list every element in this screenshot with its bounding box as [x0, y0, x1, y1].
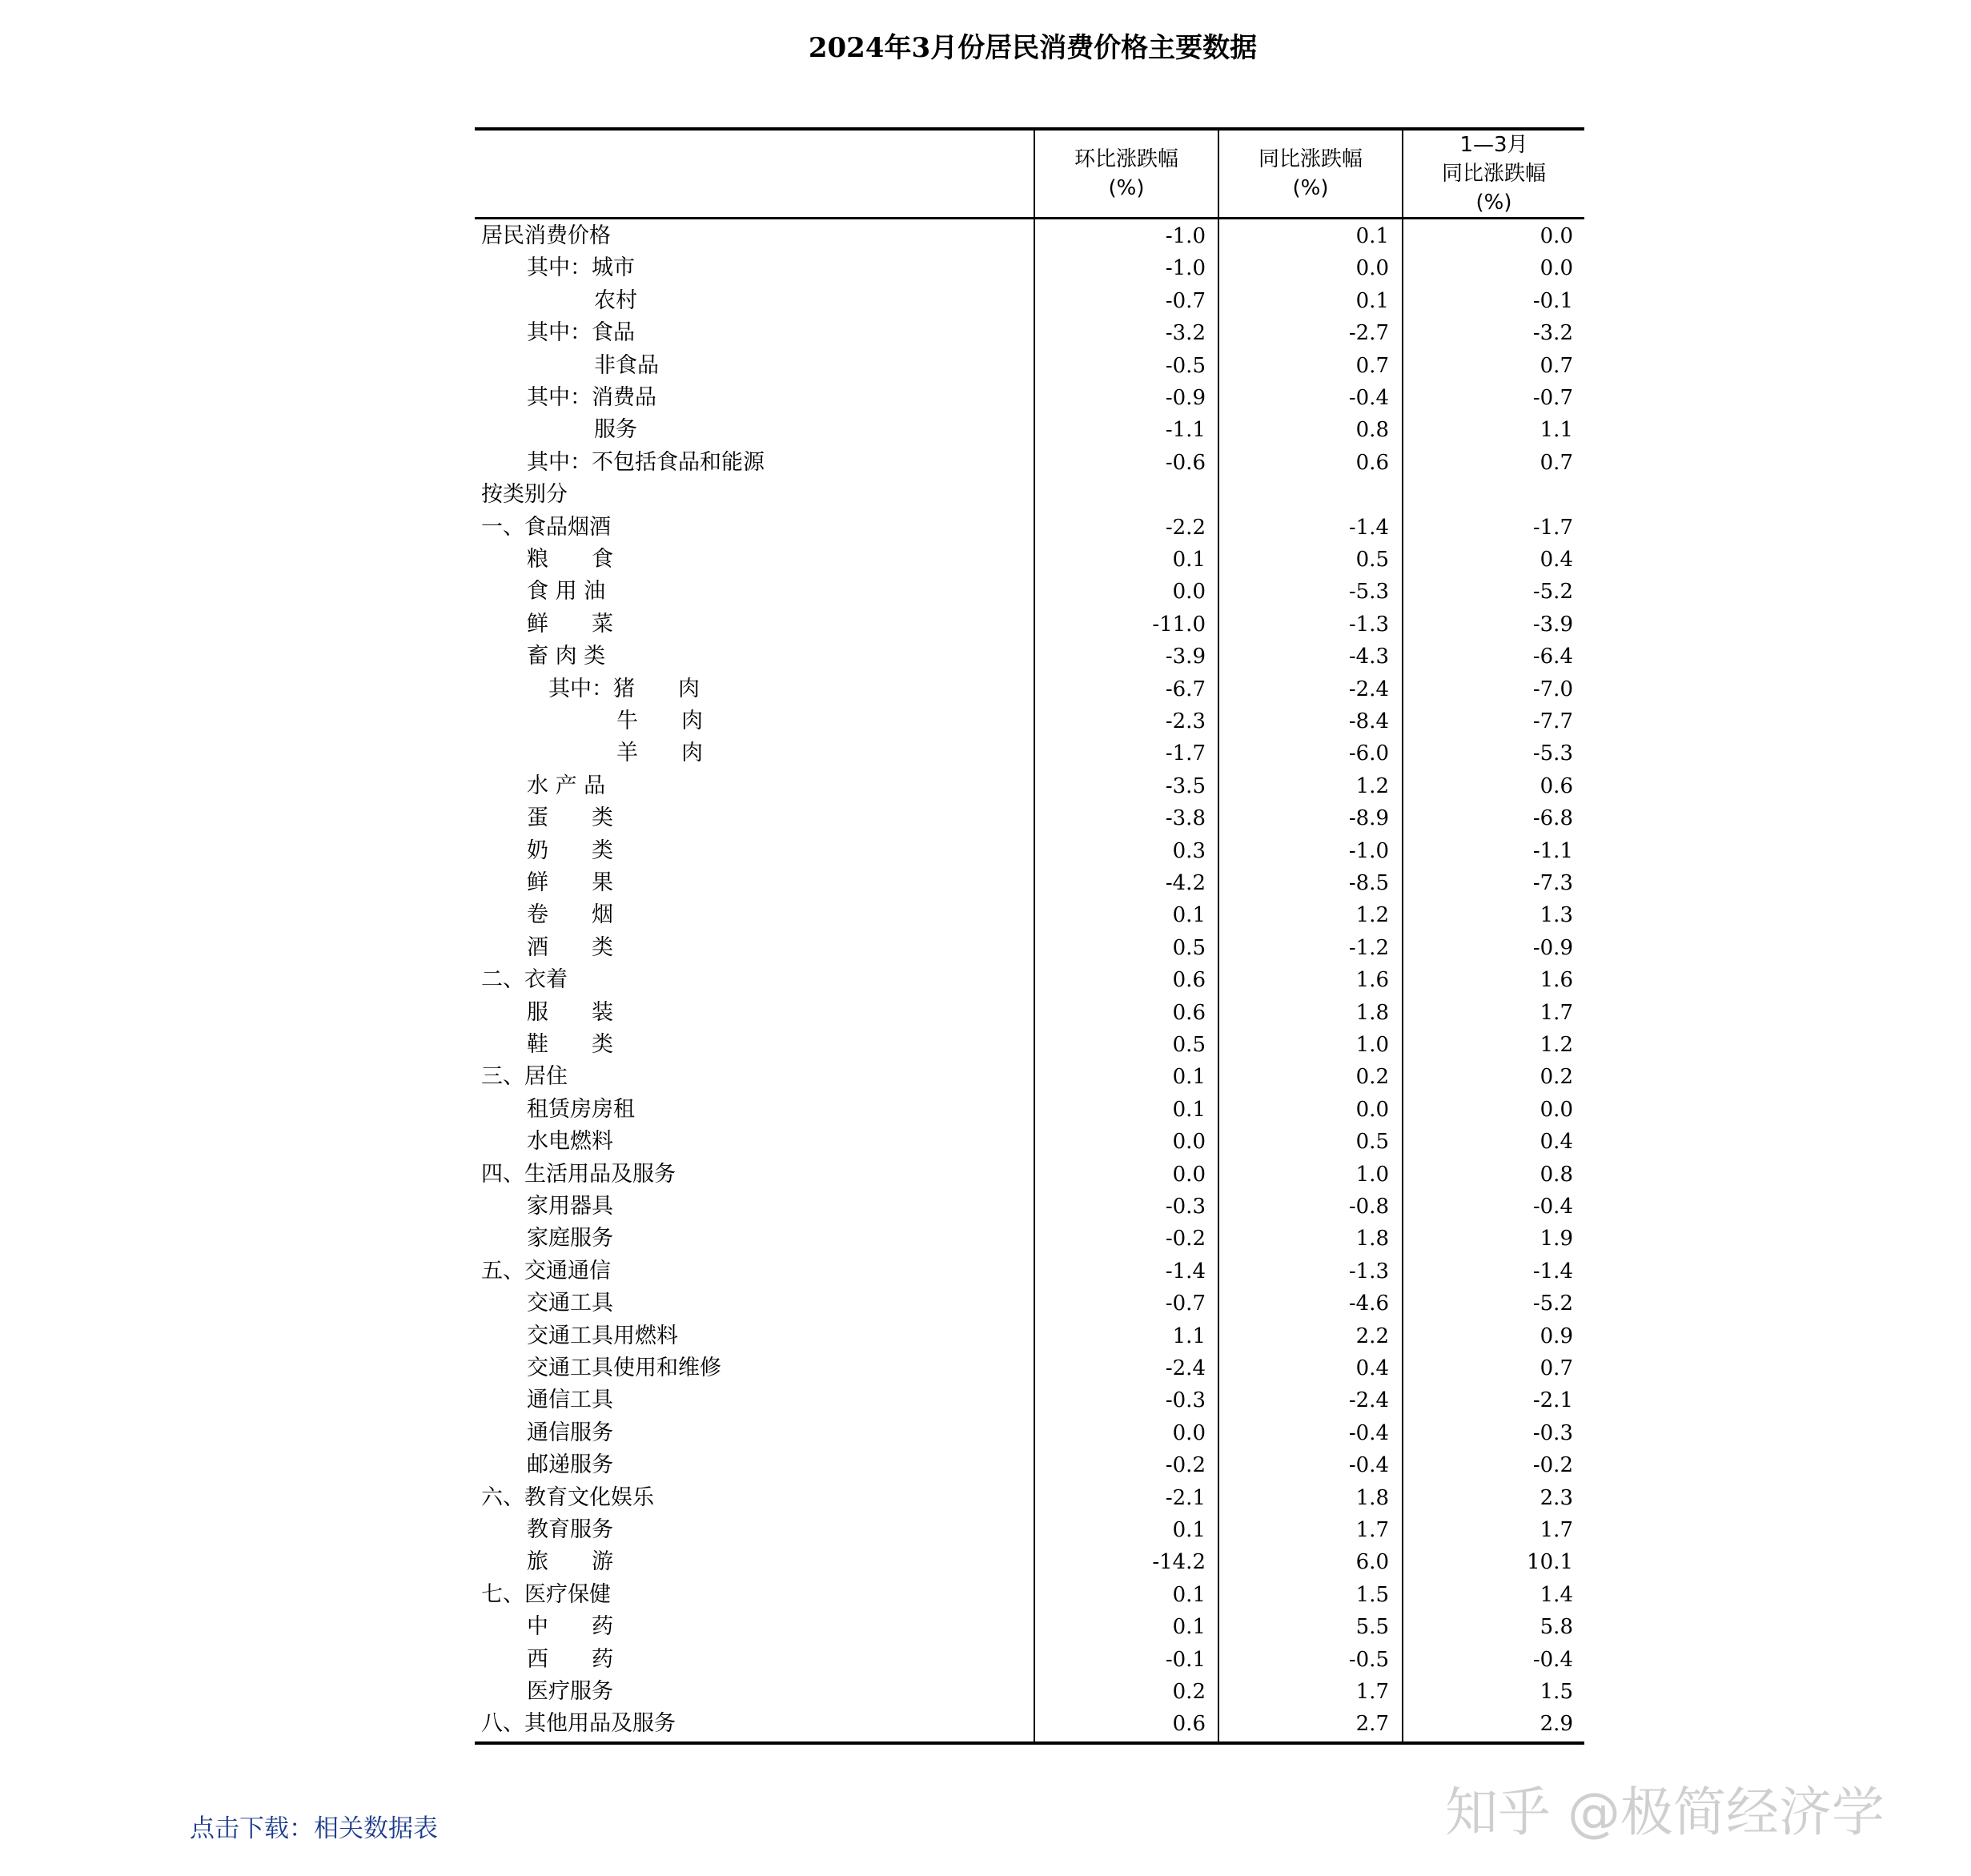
table-row: [475, 1482, 1584, 1514]
mom-value: 0.6: [1172, 1712, 1206, 1737]
mom-value: -0.9: [1165, 386, 1206, 410]
yoy-value: -8.4: [1348, 709, 1389, 733]
yoy-value: 0.2: [1355, 1065, 1389, 1090]
table-row: [475, 1708, 1584, 1740]
yoy-value: 1.6: [1355, 968, 1389, 993]
yoy-value: -1.3: [1348, 1259, 1389, 1283]
ytd-yoy-value: -7.3: [1532, 871, 1573, 895]
ytd-yoy-value: -7.0: [1532, 677, 1573, 701]
yoy-value: 1.2: [1355, 903, 1389, 928]
table-row: [475, 1223, 1584, 1255]
table-row: [475, 1352, 1584, 1384]
row-label: 其中：不包括食品和能源: [527, 449, 765, 475]
table-row: [475, 1287, 1584, 1320]
mom-value: -0.3: [1165, 1195, 1206, 1219]
mom-value: -1.4: [1165, 1259, 1206, 1283]
ytd-yoy-value: 0.2: [1539, 1065, 1573, 1090]
row-label: 水电燃料: [527, 1129, 613, 1155]
table-row: [475, 220, 1584, 252]
row-label: 四、生活用品及服务: [481, 1161, 676, 1187]
mom-value: 0.6: [1172, 1000, 1206, 1025]
table-row: [475, 1126, 1584, 1158]
row-label: 非食品: [594, 352, 659, 378]
row-label: 食 用 油: [527, 579, 606, 605]
row-label: 服 装: [527, 999, 613, 1025]
yoy-value: -2.7: [1348, 321, 1389, 346]
ytd-yoy-value: 0.0: [1539, 224, 1573, 248]
ytd-yoy-value: -0.7: [1532, 386, 1573, 410]
mom-value: -3.8: [1165, 806, 1206, 831]
mom-value: -0.2: [1165, 1453, 1206, 1478]
table-row: [475, 1061, 1584, 1093]
mom-value: -0.7: [1165, 288, 1206, 313]
table-row: [475, 1579, 1584, 1611]
table-row: [475, 802, 1584, 834]
ytd-yoy-value: -2.1: [1532, 1388, 1573, 1413]
mom-value: 0.5: [1172, 935, 1206, 960]
row-label: 七、医疗保健: [481, 1581, 611, 1607]
yoy-value: 0.5: [1355, 1130, 1389, 1155]
ytd-yoy-value: -0.4: [1532, 1647, 1573, 1672]
yoy-value: 2.2: [1355, 1324, 1389, 1348]
header-text: 同比涨跌幅: [1258, 147, 1363, 171]
table-row: [475, 317, 1584, 349]
ytd-yoy-value: -5.2: [1532, 1292, 1573, 1316]
table-row: [475, 1191, 1584, 1223]
page-title: 2024年3月份居民消费价格主要数据: [808, 32, 1258, 64]
header-yoy: [1219, 131, 1402, 217]
yoy-value: -6.0: [1348, 741, 1389, 766]
table-row: [475, 997, 1584, 1029]
mom-value: -1.7: [1165, 741, 1206, 766]
row-label: 医疗服务: [527, 1679, 613, 1704]
mom-value: 0.6: [1172, 968, 1206, 993]
table-row: [475, 705, 1584, 737]
ytd-yoy-value: 0.8: [1539, 1162, 1573, 1187]
mom-value: -3.5: [1165, 773, 1206, 798]
ytd-yoy-value: -6.4: [1532, 645, 1573, 669]
mom-value: -0.7: [1165, 1292, 1206, 1316]
ytd-yoy-value: 5.8: [1539, 1615, 1573, 1640]
table-row: [475, 964, 1584, 996]
row-label: 鲜 果: [527, 870, 613, 895]
mom-value: 0.1: [1172, 1065, 1206, 1090]
yoy-value: -1.3: [1348, 612, 1389, 637]
yoy-value: -1.0: [1348, 838, 1389, 863]
row-label: 其中：消费品: [527, 385, 656, 410]
mom-value: -2.2: [1165, 515, 1206, 540]
yoy-value: 0.8: [1355, 418, 1389, 443]
mom-value: -4.2: [1165, 871, 1206, 895]
ytd-yoy-value: 0.4: [1539, 1130, 1573, 1155]
ytd-yoy-value: -5.3: [1532, 741, 1573, 766]
row-label: 交通工具用燃料: [527, 1323, 678, 1348]
row-label: 家庭服务: [527, 1226, 613, 1251]
table-row: [475, 382, 1584, 414]
table-row: [475, 1094, 1584, 1126]
header-text: 环比涨跌幅: [1074, 147, 1178, 171]
yoy-value: -1.4: [1348, 515, 1389, 540]
table-row: [475, 1546, 1584, 1578]
ytd-yoy-value: 1.1: [1539, 418, 1573, 443]
row-label: 其中：猪 肉: [548, 676, 700, 701]
header-unit: (%): [1108, 176, 1145, 200]
row-label: 中 药: [527, 1614, 613, 1640]
yoy-value: 0.0: [1355, 256, 1389, 281]
row-label: 粮 食: [527, 547, 613, 572]
yoy-value: 0.1: [1355, 288, 1389, 313]
row-label: 其中：城市: [527, 255, 635, 281]
table-row: [475, 479, 1584, 511]
watermark: 知乎 @极简经济学: [1445, 1782, 1885, 1843]
table-row: [475, 835, 1584, 867]
ytd-yoy-value: 2.3: [1539, 1485, 1573, 1510]
ytd-yoy-value: 0.0: [1539, 256, 1573, 281]
mom-value: -0.5: [1165, 353, 1206, 378]
mom-value: 0.0: [1172, 1162, 1206, 1187]
table-row: [475, 1676, 1584, 1708]
table-row: [475, 609, 1584, 641]
ytd-yoy-value: -7.7: [1532, 709, 1573, 733]
mom-value: -2.1: [1165, 1485, 1206, 1510]
yoy-value: -2.4: [1348, 1388, 1389, 1413]
header-period: 1—3月: [1459, 133, 1528, 157]
ytd-yoy-value: 10.1: [1527, 1550, 1573, 1575]
mom-value: 0.0: [1172, 580, 1206, 605]
ytd-yoy-value: 0.6: [1539, 773, 1573, 798]
header-unit: (%): [1292, 176, 1329, 200]
table-row: [475, 1417, 1584, 1449]
mom-value: 0.1: [1172, 1582, 1206, 1607]
mom-value: -3.9: [1165, 645, 1206, 669]
row-label: 鲜 菜: [527, 611, 613, 637]
table-row: [475, 414, 1584, 446]
ytd-yoy-value: -0.1: [1532, 288, 1573, 313]
ytd-yoy-value: 0.4: [1539, 548, 1573, 572]
row-label: 酒 类: [527, 934, 613, 960]
yoy-value: 0.4: [1355, 1356, 1389, 1380]
table-row: [475, 1384, 1584, 1416]
mom-value: -1.0: [1165, 224, 1206, 248]
mom-value: -11.0: [1152, 612, 1206, 637]
table-row: [475, 252, 1584, 284]
yoy-value: 1.7: [1355, 1680, 1389, 1704]
row-label: 西 药: [527, 1646, 613, 1672]
row-label: 通信工具: [527, 1388, 613, 1413]
row-label: 三、居住: [481, 1064, 568, 1090]
mom-value: 0.5: [1172, 1033, 1206, 1057]
row-label: 邮递服务: [527, 1452, 613, 1478]
table-row: [475, 1320, 1584, 1352]
yoy-value: 1.2: [1355, 773, 1389, 798]
mom-value: -2.3: [1165, 709, 1206, 733]
ytd-yoy-value: 1.7: [1539, 1518, 1573, 1542]
row-label: 家用器具: [527, 1194, 613, 1219]
mom-value: 0.0: [1172, 1130, 1206, 1155]
ytd-yoy-value: -1.4: [1532, 1259, 1573, 1283]
ytd-yoy-value: 0.7: [1539, 1356, 1573, 1380]
ytd-yoy-value: 1.6: [1539, 968, 1573, 993]
table-row: [475, 867, 1584, 899]
table-row: [475, 770, 1584, 802]
row-label: 交通工具: [527, 1291, 613, 1316]
header-ytd-yoy: [1403, 131, 1584, 217]
row-label: 卷 烟: [527, 902, 613, 928]
table-row: [475, 447, 1584, 479]
ytd-yoy-value: -0.4: [1532, 1195, 1573, 1219]
row-label: 畜 肉 类: [527, 644, 606, 669]
table-row: [475, 1255, 1584, 1287]
yoy-value: 1.8: [1355, 1000, 1389, 1025]
ytd-yoy-value: -0.9: [1532, 935, 1573, 960]
ytd-yoy-value: 0.0: [1539, 1097, 1573, 1122]
table-row: [475, 1449, 1584, 1481]
mom-value: 0.1: [1172, 1615, 1206, 1640]
ytd-yoy-value: 1.5: [1539, 1680, 1573, 1704]
yoy-value: -0.8: [1348, 1195, 1389, 1219]
mom-value: -0.3: [1165, 1388, 1206, 1413]
ytd-yoy-value: -1.7: [1532, 515, 1573, 540]
row-label: 一、食品烟酒: [481, 514, 611, 540]
mom-value: -2.4: [1165, 1356, 1206, 1380]
ytd-yoy-value: 1.3: [1539, 903, 1573, 928]
row-label: 牛 肉: [616, 709, 703, 733]
yoy-value: 1.0: [1355, 1033, 1389, 1057]
ytd-yoy-value: 1.9: [1539, 1227, 1573, 1251]
ytd-yoy-value: 0.7: [1539, 353, 1573, 378]
yoy-value: -0.4: [1348, 1453, 1389, 1478]
row-label: 五、交通通信: [481, 1258, 611, 1283]
table-row: [475, 285, 1584, 317]
ytd-yoy-value: 1.4: [1539, 1582, 1573, 1607]
yoy-value: 0.5: [1355, 548, 1389, 572]
row-label: 农村: [594, 287, 637, 313]
table-row: [475, 1514, 1584, 1546]
table-row: [475, 673, 1584, 705]
ytd-yoy-value: 2.9: [1539, 1712, 1573, 1737]
ytd-yoy-value: -6.8: [1532, 806, 1573, 831]
yoy-value: -0.4: [1348, 386, 1389, 410]
header-unit: (%): [1475, 191, 1512, 215]
table-row: [475, 737, 1584, 769]
yoy-value: -5.3: [1348, 580, 1389, 605]
yoy-value: -4.6: [1348, 1292, 1389, 1316]
yoy-value: 1.5: [1355, 1582, 1389, 1607]
row-label: 教育服务: [527, 1517, 613, 1542]
yoy-value: -8.9: [1348, 806, 1389, 831]
table-bottom-rule: [475, 1741, 1584, 1745]
table-row: [475, 641, 1584, 673]
yoy-value: 0.1: [1355, 224, 1389, 248]
row-label: 八、其他用品及服务: [481, 1711, 676, 1737]
yoy-value: -0.5: [1348, 1647, 1389, 1672]
yoy-value: 1.8: [1355, 1227, 1389, 1251]
table-row: [475, 932, 1584, 964]
yoy-value: -1.2: [1348, 935, 1389, 960]
yoy-value: -8.5: [1348, 871, 1389, 895]
ytd-yoy-value: 1.2: [1539, 1033, 1573, 1057]
row-label: 六、教育文化娱乐: [481, 1484, 654, 1510]
ytd-yoy-value: -3.9: [1532, 612, 1573, 637]
row-label: 蛋 类: [527, 805, 613, 831]
row-label: 通信服务: [527, 1420, 613, 1445]
download-link[interactable]: 点击下载：相关数据表: [190, 1814, 438, 1843]
yoy-value: -4.3: [1348, 645, 1389, 669]
table-row: [475, 899, 1584, 931]
row-label: 二、衣着: [481, 967, 568, 993]
header-mom: [1035, 131, 1218, 217]
yoy-value: 0.0: [1355, 1097, 1389, 1122]
table-header-rule: [475, 217, 1584, 219]
yoy-value: 1.0: [1355, 1162, 1389, 1187]
ytd-yoy-value: 0.7: [1539, 450, 1573, 475]
row-label: 其中：食品: [527, 320, 635, 346]
mom-value: 0.0: [1172, 1420, 1206, 1445]
mom-value: 0.2: [1172, 1680, 1206, 1704]
row-label: 奶 类: [527, 838, 613, 863]
yoy-value: -2.4: [1348, 677, 1389, 701]
row-label: 按类别分: [481, 482, 568, 508]
ytd-yoy-value: -0.3: [1532, 1420, 1573, 1445]
mom-value: 0.1: [1172, 1097, 1206, 1122]
yoy-value: 1.8: [1355, 1485, 1389, 1510]
row-label: 旅 游: [527, 1549, 613, 1575]
table-row: [475, 1159, 1584, 1191]
yoy-value: -0.4: [1348, 1420, 1389, 1445]
mom-value: -14.2: [1152, 1550, 1206, 1575]
row-label: 居民消费价格: [481, 223, 611, 248]
ytd-yoy-value: 0.9: [1539, 1324, 1573, 1348]
ytd-yoy-value: -1.1: [1532, 838, 1573, 863]
mom-value: 0.1: [1172, 1518, 1206, 1542]
row-label: 羊 肉: [616, 741, 703, 766]
row-label: 服务: [594, 417, 637, 443]
table-row: [475, 1644, 1584, 1676]
mom-value: -3.2: [1165, 321, 1206, 346]
yoy-value: 0.7: [1355, 353, 1389, 378]
mom-value: -1.1: [1165, 418, 1206, 443]
ytd-yoy-value: -5.2: [1532, 580, 1573, 605]
mom-value: 0.3: [1172, 838, 1206, 863]
yoy-value: 1.7: [1355, 1518, 1389, 1542]
mom-value: 1.1: [1172, 1324, 1206, 1348]
row-label: 交通工具使用和维修: [527, 1356, 721, 1380]
ytd-yoy-value: -0.2: [1532, 1453, 1573, 1478]
mom-value: -0.6: [1165, 450, 1206, 475]
yoy-value: 0.6: [1355, 450, 1389, 475]
table-row: [475, 544, 1584, 576]
mom-value: 0.1: [1172, 548, 1206, 572]
table-row: [475, 576, 1584, 608]
mom-value: -0.1: [1165, 1647, 1206, 1672]
yoy-value: 5.5: [1355, 1615, 1389, 1640]
table-row: [475, 1029, 1584, 1061]
mom-value: -1.0: [1165, 256, 1206, 281]
mom-value: -0.2: [1165, 1227, 1206, 1251]
table-row: [475, 350, 1584, 382]
mom-value: 0.1: [1172, 903, 1206, 928]
table-row: [475, 512, 1584, 544]
mom-value: -6.7: [1165, 677, 1206, 701]
ytd-yoy-value: -3.2: [1532, 321, 1573, 346]
row-label: 鞋 类: [527, 1032, 613, 1057]
ytd-yoy-value: 1.7: [1539, 1000, 1573, 1025]
table-row: [475, 1611, 1584, 1643]
row-label: 租赁房房租: [527, 1096, 635, 1122]
yoy-value: 6.0: [1355, 1550, 1389, 1575]
row-label: 水 产 品: [527, 773, 606, 798]
yoy-value: 2.7: [1355, 1712, 1389, 1737]
header-text: 同比涨跌幅: [1441, 162, 1546, 186]
